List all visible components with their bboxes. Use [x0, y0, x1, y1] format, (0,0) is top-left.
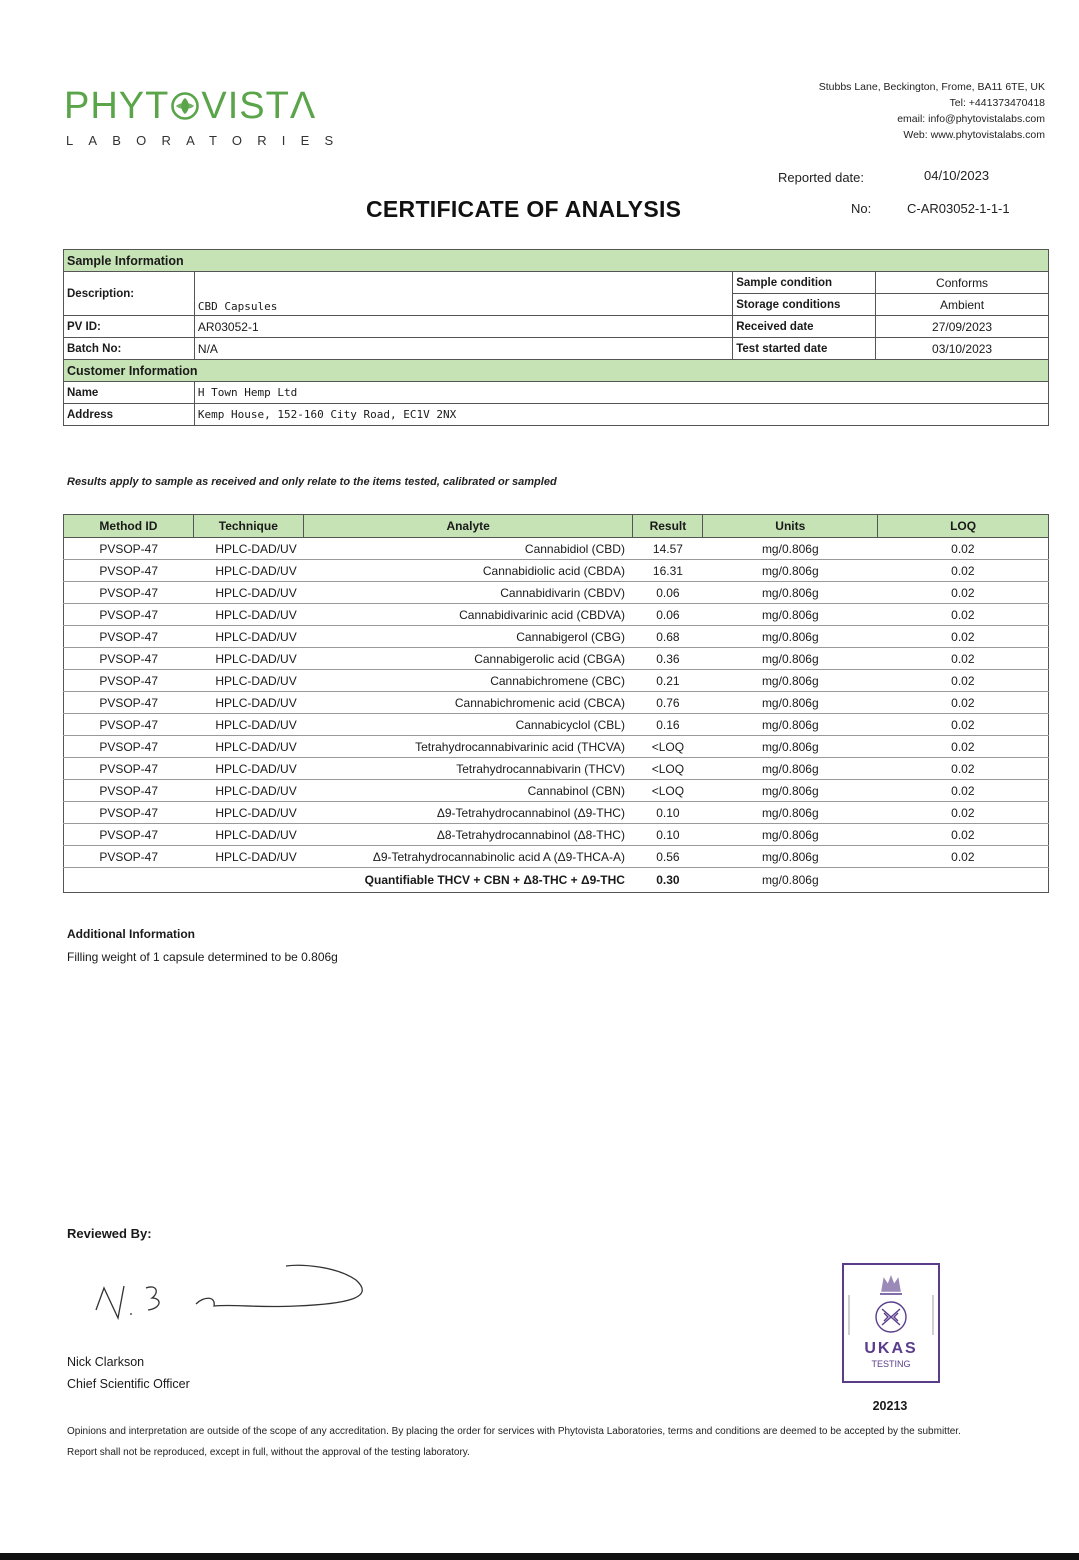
col-units: Units [703, 515, 878, 538]
result-cell: 0.06 [633, 604, 703, 626]
lab-email: email: info@phytovistalabs.com [897, 113, 1045, 125]
technique-cell: HPLC-DAD/UV [193, 780, 303, 802]
method-id-cell: PVSOP-47 [64, 824, 194, 846]
loq-cell: 0.02 [878, 670, 1049, 692]
loq-cell: 0.02 [878, 626, 1049, 648]
col-analyte: Analyte [303, 515, 633, 538]
total-label: Quantifiable THCV + CBN + Δ8-THC + Δ9-THC [303, 868, 633, 893]
loq-cell: 0.02 [878, 736, 1049, 758]
technique-cell: HPLC-DAD/UV [193, 802, 303, 824]
col-loq: LOQ [878, 515, 1049, 538]
method-id-cell: PVSOP-47 [64, 604, 194, 626]
table-row [64, 648, 1049, 670]
sample-info-table [63, 249, 1049, 426]
contact-block [819, 79, 1045, 143]
received-date-value: 27/09/2023 [876, 316, 1049, 338]
loq-cell: 0.02 [878, 846, 1049, 868]
technique-cell: HPLC-DAD/UV [193, 670, 303, 692]
technique-cell: HPLC-DAD/UV [193, 604, 303, 626]
method-id-cell: PVSOP-47 [64, 538, 194, 560]
result-cell: <LOQ [633, 736, 703, 758]
table-row [64, 560, 1049, 582]
result-cell: 0.21 [633, 670, 703, 692]
page-edge [0, 1553, 1079, 1560]
units-cell: mg/0.806g [703, 670, 878, 692]
method-id-cell: PVSOP-47 [64, 714, 194, 736]
results-note: Results apply to sample as received and only relate to the items tested, calibrated or sampled [67, 476, 557, 488]
method-id-cell: PVSOP-47 [64, 780, 194, 802]
units-cell: mg/0.806g [703, 758, 878, 780]
units-cell: mg/0.806g [703, 736, 878, 758]
result-cell: 0.10 [633, 824, 703, 846]
result-cell: <LOQ [633, 758, 703, 780]
storage-conditions-label: Storage conditions [733, 294, 876, 316]
lab-logo [64, 86, 316, 126]
technique-cell: HPLC-DAD/UV [193, 758, 303, 780]
units-cell: mg/0.806g [703, 538, 878, 560]
technique-cell: HPLC-DAD/UV [193, 736, 303, 758]
result-cell: 0.10 [633, 802, 703, 824]
reported-date-value: 04/10/2023 [924, 168, 990, 183]
technique-cell: HPLC-DAD/UV [193, 582, 303, 604]
table-row [64, 582, 1049, 604]
total-result: 0.30 [633, 868, 703, 893]
ukas-badge [842, 1263, 940, 1383]
test-started-value: 03/10/2023 [876, 338, 1049, 360]
analyte-cell: Cannabichromene (CBC) [303, 670, 633, 692]
result-cell: 0.56 [633, 846, 703, 868]
result-cell: 0.36 [633, 648, 703, 670]
col-method-id: Method ID [64, 515, 194, 538]
lab-web: Web: www.phytovistalabs.com [903, 129, 1045, 141]
analyte-cell: Cannabichromenic acid (CBCA) [303, 692, 633, 714]
loq-cell: 0.02 [878, 538, 1049, 560]
reviewer-role: Chief Scientific Officer [67, 1377, 190, 1391]
page-title: CERTIFICATE OF ANALYSIS [366, 196, 682, 222]
customer-info-header: Customer Information [64, 360, 1049, 382]
analyte-cell: Tetrahydrocannabivarinic acid (THCVA) [303, 736, 633, 758]
reviewer-name: Nick Clarkson [67, 1355, 145, 1369]
signature-image [86, 1258, 376, 1330]
analyte-cell: Cannabinol (CBN) [303, 780, 633, 802]
table-row [64, 670, 1049, 692]
technique-cell: HPLC-DAD/UV [193, 560, 303, 582]
batch-no-label: Batch No: [64, 338, 195, 360]
report-no-label: No: [851, 201, 872, 216]
method-id-cell: PVSOP-47 [64, 802, 194, 824]
technique-cell: HPLC-DAD/UV [193, 714, 303, 736]
total-units: mg/0.806g [703, 868, 878, 893]
result-cell: <LOQ [633, 780, 703, 802]
units-cell: mg/0.806g [703, 714, 878, 736]
analyte-cell: Δ9-Tetrahydrocannabinol (Δ9-THC) [303, 802, 633, 824]
table-row [64, 758, 1049, 780]
logo-text-part1: PHYT [64, 85, 170, 127]
units-cell: mg/0.806g [703, 780, 878, 802]
additional-info-text: Filling weight of 1 capsule determined to be 0.806g [67, 950, 338, 964]
result-cell: 0.68 [633, 626, 703, 648]
ukas-badge-text: UKAS [864, 1340, 918, 1357]
method-id-cell: PVSOP-47 [64, 758, 194, 780]
analyte-cell: Cannabidiolic acid (CBDA) [303, 560, 633, 582]
method-id-cell: PVSOP-47 [64, 736, 194, 758]
units-cell: mg/0.806g [703, 560, 878, 582]
additional-info-heading: Additional Information [67, 927, 195, 941]
loq-cell: 0.02 [878, 824, 1049, 846]
loq-cell: 0.02 [878, 714, 1049, 736]
table-row [64, 626, 1049, 648]
analyte-cell: Cannabidivarin (CBDV) [303, 582, 633, 604]
technique-cell: HPLC-DAD/UV [193, 692, 303, 714]
sample-condition-value: Conforms [876, 272, 1049, 294]
result-cell: 14.57 [633, 538, 703, 560]
units-cell: mg/0.806g [703, 692, 878, 714]
sample-info-header: Sample Information [64, 250, 1049, 272]
ukas-badge-sub: TESTING [871, 1359, 911, 1369]
sample-condition-label: Sample condition [733, 272, 876, 294]
table-row [64, 604, 1049, 626]
analyte-cell: Tetrahydrocannabivarin (THCV) [303, 758, 633, 780]
reported-date-label: Reported date: [778, 170, 865, 185]
result-cell: 16.31 [633, 560, 703, 582]
logo-text-part3: Λ [289, 85, 317, 127]
table-row [64, 824, 1049, 846]
table-row [64, 538, 1049, 560]
result-cell: 0.06 [633, 582, 703, 604]
table-row [64, 736, 1049, 758]
loq-cell: 0.02 [878, 604, 1049, 626]
units-cell: mg/0.806g [703, 582, 878, 604]
col-result: Result [633, 515, 703, 538]
units-cell: mg/0.806g [703, 648, 878, 670]
technique-cell: HPLC-DAD/UV [193, 824, 303, 846]
loq-cell: 0.02 [878, 648, 1049, 670]
report-no-value: C-AR03052-1-1-1 [907, 201, 1010, 216]
pvid-value: AR03052-1 [194, 316, 732, 338]
batch-no-value: N/A [194, 338, 732, 360]
technique-cell: HPLC-DAD/UV [193, 846, 303, 868]
method-id-cell: PVSOP-47 [64, 670, 194, 692]
method-id-cell: PVSOP-47 [64, 648, 194, 670]
result-cell: 0.16 [633, 714, 703, 736]
loq-cell: 0.02 [878, 692, 1049, 714]
units-cell: mg/0.806g [703, 626, 878, 648]
analyte-cell: Cannabidivarinic acid (CBDVA) [303, 604, 633, 626]
pvid-label: PV ID: [64, 316, 195, 338]
method-id-cell: PVSOP-47 [64, 626, 194, 648]
loq-cell: 0.02 [878, 758, 1049, 780]
logo-text-part2: VIST [201, 85, 290, 127]
disclaimer: Opinions and interpretation are outside of the scope of any accreditation. By placing the order for services with Phytovista Laboratories, terms and conditions are deemed to be accepted by the submitter. Report shall not be reproduced, except in full, without the approval of the testing laboratory. [67, 1426, 961, 1458]
analyte-cell: Δ9-Tetrahydrocannabinolic acid A (Δ9-THCA-A) [303, 846, 633, 868]
description-label: Description: [64, 272, 195, 316]
loq-cell: 0.02 [878, 802, 1049, 824]
table-row [64, 714, 1049, 736]
table-row [64, 802, 1049, 824]
technique-cell: HPLC-DAD/UV [193, 626, 303, 648]
analyte-cell: Cannabidiol (CBD) [303, 538, 633, 560]
method-id-cell: PVSOP-47 [64, 582, 194, 604]
table-row [64, 846, 1049, 868]
logo-subtitle: LABORATORIES [66, 133, 349, 148]
table-row [64, 692, 1049, 714]
lab-address: Stubbs Lane, Beckington, Frome, BA11 6TE, UK [818, 81, 1045, 93]
ukas-crown-icon [844, 1265, 938, 1381]
method-id-cell: PVSOP-47 [64, 560, 194, 582]
loq-cell: 0.02 [878, 582, 1049, 604]
col-technique: Technique [193, 515, 303, 538]
total-row [64, 868, 1049, 893]
results-table [63, 514, 1049, 893]
analyte-cell: Δ8-Tetrahydrocannabinol (Δ8-THC) [303, 824, 633, 846]
units-cell: mg/0.806g [703, 604, 878, 626]
method-id-cell: PVSOP-47 [64, 846, 194, 868]
customer-address-value: Kemp House, 152-160 City Road, EC1V 2NX [194, 404, 1048, 426]
customer-address-label: Address [64, 404, 195, 426]
technique-cell: HPLC-DAD/UV [193, 648, 303, 670]
storage-conditions-value: Ambient [876, 294, 1049, 316]
leaf-logo-icon [170, 91, 200, 121]
analyte-cell: Cannabigerol (CBG) [303, 626, 633, 648]
table-row [64, 780, 1049, 802]
units-cell: mg/0.806g [703, 824, 878, 846]
method-id-cell: PVSOP-47 [64, 692, 194, 714]
received-date-label: Received date [733, 316, 876, 338]
test-started-label: Test started date [733, 338, 876, 360]
customer-name-value: H Town Hemp Ltd [194, 382, 1048, 404]
results-header-row [64, 515, 1049, 538]
analyte-cell: Cannabigerolic acid (CBGA) [303, 648, 633, 670]
customer-name-label: Name [64, 382, 195, 404]
accreditation-number: 20213 [872, 1399, 908, 1413]
result-cell: 0.76 [633, 692, 703, 714]
description-value: CBD Capsules [194, 272, 732, 316]
loq-cell: 0.02 [878, 780, 1049, 802]
units-cell: mg/0.806g [703, 802, 878, 824]
reviewed-by-heading: Reviewed By: [67, 1226, 152, 1241]
analyte-cell: Cannabicyclol (CBL) [303, 714, 633, 736]
technique-cell: HPLC-DAD/UV [193, 538, 303, 560]
lab-tel: Tel: +441373470418 [949, 97, 1045, 109]
units-cell: mg/0.806g [703, 846, 878, 868]
loq-cell: 0.02 [878, 560, 1049, 582]
